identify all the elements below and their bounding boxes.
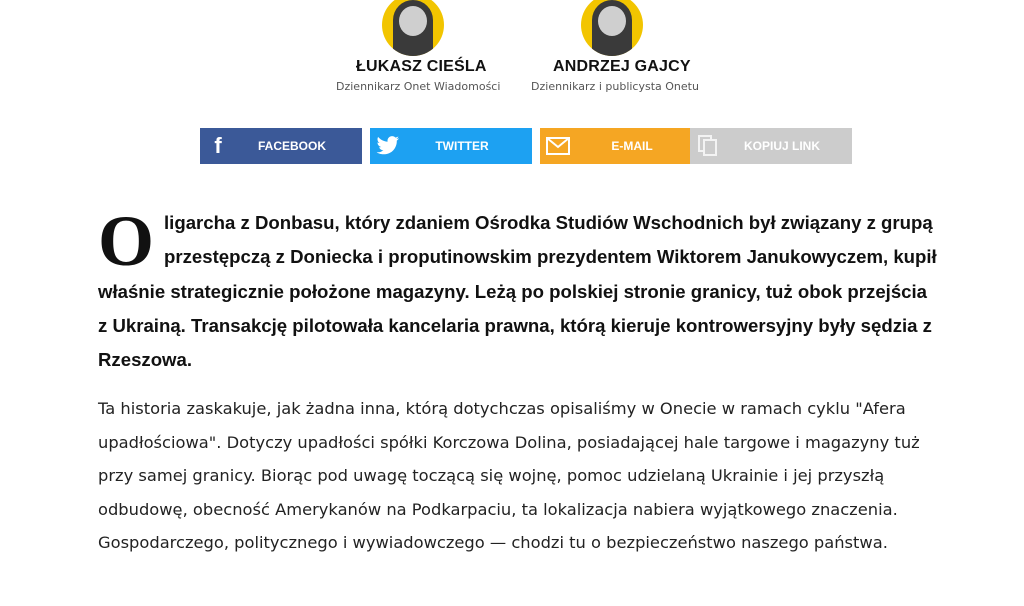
avatar-face [598,6,626,36]
avatar-face [399,6,427,36]
avatar[interactable] [581,0,643,56]
email-share-button[interactable] [540,128,702,164]
author-role: Dziennikarz i publicysta Onetu [531,80,699,93]
facebook-icon: f [214,133,222,158]
article-lead [98,201,938,377]
copy-link-button[interactable] [690,128,852,164]
twitter-share-label: TWITTER [435,139,489,153]
lead-text: ligarcha z Donbasu, który zdaniem Ośrodka Studiów Wschodnich był związany z grupą przestępczą z Doniecka i proputinowskim prezydentem Wiktorem Janukowyczem, kupił właśnie strategicznie położone magazyny. Leżą po polskiej stronie granicy, tuż obok przejścia z Ukrainą. Transakcję pilotowała kancelaria prawna, którą kieruje kontrowersyjny były sędzia z Rzeszowa. [98,212,937,371]
facebook-share-button[interactable] [200,128,362,164]
drop-cap: O [98,201,155,281]
authors-section [0,0,1024,100]
twitter-icon [370,128,406,164]
author-name[interactable]: ŁUKASZ CIEŚLA [356,58,487,75]
copy-icon [690,128,726,164]
author-name[interactable]: ANDRZEJ GAJCY [553,58,691,75]
copy-link-label: KOPIUJ LINK [743,139,820,153]
avatar[interactable] [382,0,444,56]
article-paragraph: Ta historia zaskakuje, jak żadna inna, którą dotychczas opisaliśmy w Onecie w ramach cyklu "Afera upadłościowa". Dotyczy upadłości spółki Korczowa Dolina, posiadającej hale targowe i magazyny tuż przy samej granicy. Biorąc pod uwagę toczącą się wojnę, pomoc udzielaną Ukrainie i jej przyszłą odbudowę, obecność Amerykanów na Podkarpaciu, ta lokalizacja nabiera wyjątkowego znaczenia. Gospodarczego, politycznego i wywiadowczego — chodzi tu o bezpieczeństwo naszego państwa. [98,399,920,553]
mail-icon [540,128,576,164]
twitter-share-button[interactable] [370,128,532,164]
facebook-share-label: FACEBOOK [257,139,326,153]
author-role: Dziennikarz Onet Wiadomości [336,80,501,93]
email-share-label: E-MAIL [611,139,653,153]
